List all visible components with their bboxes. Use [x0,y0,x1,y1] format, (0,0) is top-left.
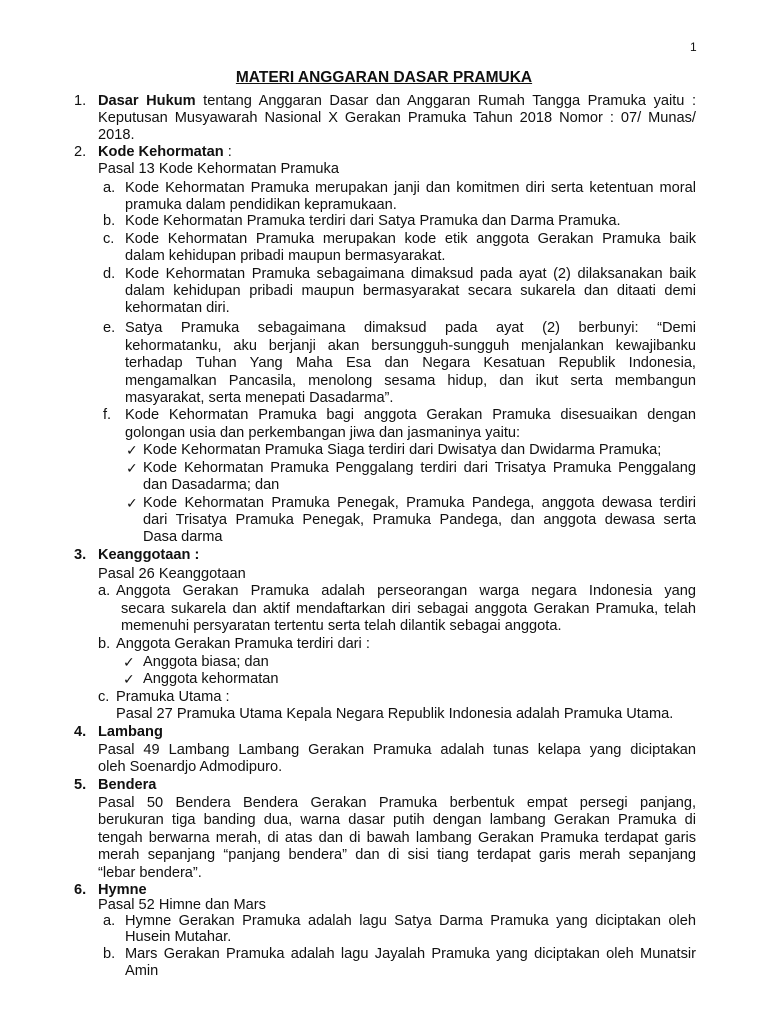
check-item-line: Anggota kehormatan [143,671,279,687]
checkmark-icon: ✓ [126,442,138,458]
check-item-line: Kode Kehormatan Pramuka Penggalang terdiri dari Trisatya Pramuka Penggalang [143,460,696,476]
item-line: pramuka dalam pendidikan kepramukaan. [125,197,397,213]
check-item-line: Dasa darma [143,529,223,545]
item-line: Pramuka Utama : [116,689,230,705]
section-heading: Keanggotaan : [98,547,200,563]
section-line: oleh Soenardjo Admodipuro. [98,759,283,775]
section-line: 2018. [98,127,135,143]
item-line: Mars Gerakan Pramuka adalah lagu Jayalah Pramuka yang diciptakan oleh Munatsir [125,946,696,962]
item-line: terhadap Tuhan Yang Maha Esa dan Negara Kesatuan Republik Indonesia, [125,355,696,371]
section-heading: Hymne [98,882,147,898]
pasal-line: Pasal 52 Himne dan Mars [98,897,266,913]
section-heading: Dasar Hukum [98,93,196,109]
section-number: 3. [74,547,87,563]
section-line: tengah berwarna merah, di atas dan di bawah lambang Gerakan Pramuka terdapat garis [98,830,696,846]
item-line: Kode Kehormatan Pramuka merupakan janji dan komitmen diri serta ketentuan moral [125,180,696,196]
page-number: 1 [690,40,697,54]
item-line: mengamalkan Pancasila, menolong sesama hidup, dan ikut serta membangun [125,373,696,389]
item-letter: b. [103,946,116,962]
item-line: Kode Kehormatan Pramuka merupakan kode etik anggota Gerakan Pramuka baik [125,231,696,247]
item-letter: a. [103,913,116,929]
item-line: Husein Mutahar. [125,929,232,945]
item-letter: c. [103,231,115,247]
check-item-line: Kode Kehormatan Pramuka Siaga terdiri dari Dwisatya dan Dwidarma Pramuka; [143,442,662,458]
item-line: Hymne Gerakan Pramuka adalah lagu Satya Darma Pramuka yang diciptakan oleh [125,913,696,929]
item-letter: f. [103,407,112,423]
section-line: Pasal 50 Bendera Bendera Gerakan Pramuka berbentuk empat persegi panjang, [98,795,696,811]
section-number: 1. [74,93,87,109]
item-line: Kode Kehormatan Pramuka sebagaimana dimaksud pada ayat (2) dilaksanakan baik [125,266,696,282]
check-item-line: Anggota biasa; dan [143,654,269,670]
item-letter: e. [103,320,116,336]
section-line: Pasal 49 Lambang Lambang Gerakan Pramuka adalah tunas kelapa yang diciptakan [98,742,696,758]
section-number: 4. [74,724,87,740]
item-line: golongan usia dan perkembangan jiwa dan jasmaninya yaitu: [125,425,521,441]
item-line: Kode Kehormatan Pramuka terdiri dari Satya Pramuka dan Darma Pramuka. [125,213,621,229]
checkmark-icon: ✓ [126,460,138,476]
item-line: memenuhi persyaratan tertentu serta telah dilantik sebagai anggota. [121,618,562,634]
item-line: dalam kehidupan pribadi maupun bermasyarakat secara sukarela dan ditaati demi [125,283,696,299]
check-item-line: Kode Kehormatan Pramuka Penegak, Pramuka Pandega, anggota dewasa terdiri [143,495,696,511]
checkmark-icon: ✓ [123,671,135,687]
checkmark-icon: ✓ [123,654,135,670]
section-heading: Lambang [98,724,163,740]
section-number: 5. [74,777,87,793]
check-item-line: dan Dasadarma; dan [143,477,280,493]
item-letter: d. [103,266,116,282]
item-line: Amin [125,963,159,979]
section-line: merah sepanjang “panjang bendera” dan di sisi tiang terdapat garis merah sepanjang [98,847,696,863]
item-line: dalam kehidupan pribadi maupun bermasyarakat. [125,248,446,264]
pasal-line: Pasal 26 Keanggotaan [98,566,246,582]
item-line: Anggota Gerakan Pramuka terdiri dari : [116,636,370,652]
item-letter: b. [103,213,116,229]
pasal-line: Pasal 13 Kode Kehormatan Pramuka [98,161,339,177]
section-number: 2. [74,144,87,160]
document-title: MATERI ANGGARAN DASAR PRAMUKA [235,69,533,86]
item-line: Kode Kehormatan Pramuka bagi anggota Gerakan Pramuka disesuaikan dengan [125,407,696,423]
section-line: Dasar Hukum tentang Anggaran Dasar dan Anggaran Rumah Tangga Pramuka yaitu : [98,93,696,109]
section-line: berukuran tiga banding dua, warna dasar putih dengan lambang Gerakan Pramuka di [98,812,696,828]
item-line: secara sukarela dan aktif mendaftarkan diri sebagai anggota Gerakan Pramuka, telah [121,601,696,617]
item-line: Satya Pramuka sebagaimana dimaksud pada ayat (2) berbunyi: “Demi [125,320,696,336]
item-line: Pasal 27 Pramuka Utama Kepala Negara Republik Indonesia adalah Pramuka Utama. [116,706,674,722]
section-line: “lebar bendera”. [98,865,202,881]
item-letter: c. [98,689,110,705]
item-letter: a. [103,180,116,196]
item-line: kehormatanku, aku berjanji akan bersungguh-sungguh menjalankan kewajibanku [125,338,696,354]
item-letter: a. [98,583,111,599]
check-item-line: dari Trisatya Pramuka Penegak, Pramuka Pandega, dan anggota dewasa serta [143,512,696,528]
section-line: Keputusan Musyawarah Nasional X Gerakan Pramuka Tahun 2018 Nomor : 07/ Munas/ [98,110,696,126]
section-number: 6. [74,882,87,898]
section-heading: Bendera [98,777,157,793]
item-line: Anggota Gerakan Pramuka adalah perseorangan warga negara Indonesia yang [116,583,696,599]
item-line: masyarakat, serta menepati Dasadarma”. [125,390,394,406]
item-letter: b. [98,636,111,652]
checkmark-icon: ✓ [126,495,138,511]
section-line: Kode Kehormatan : [98,144,232,160]
item-line: kehormatan diri. [125,300,230,316]
section-heading: Kode Kehormatan [98,144,224,160]
